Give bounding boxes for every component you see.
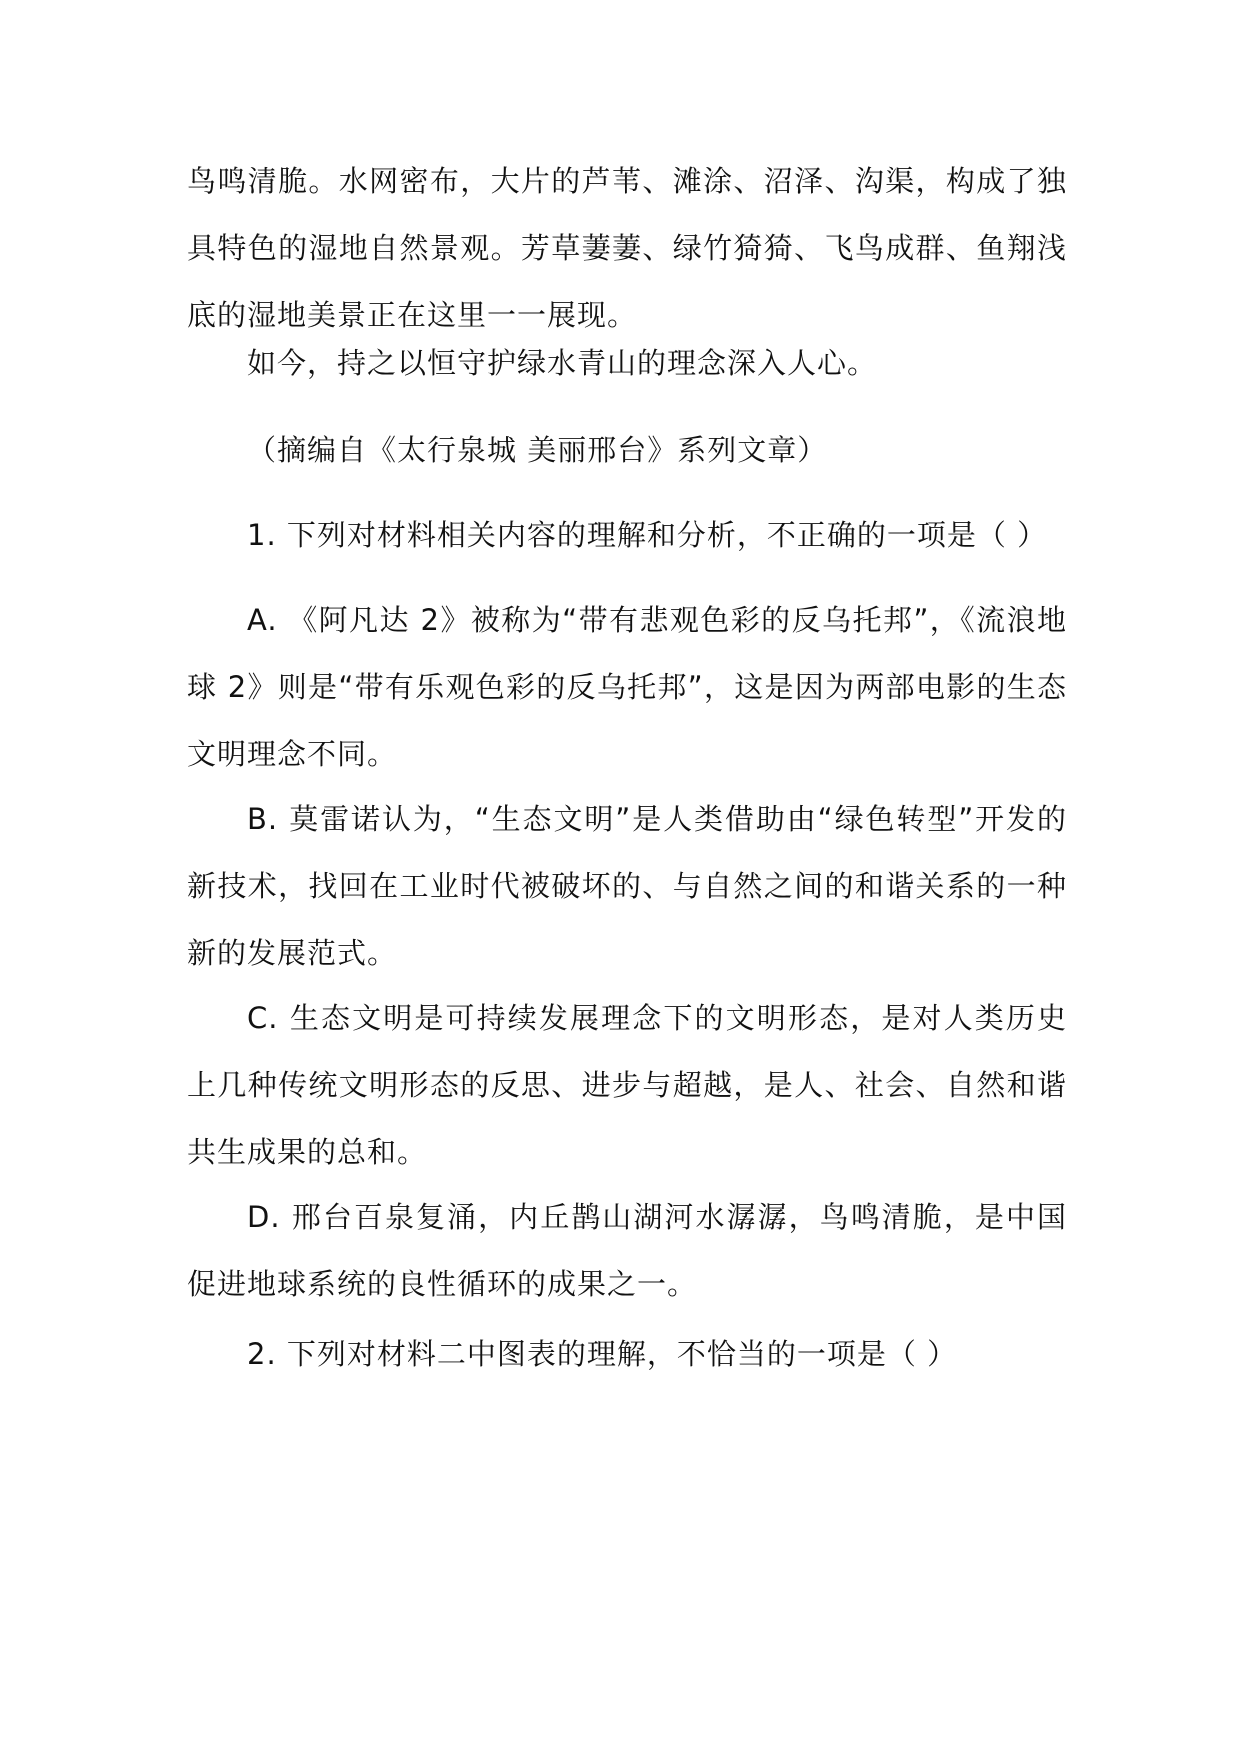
question-1-option-a: A. 《阿凡达 2》被称为“带有悲观色彩的反乌托邦”，《流浪地球 2》则是“带有乐观色彩的反乌托邦”，这是因为两部电影的生态文明理念不同。 <box>187 603 1067 771</box>
source-citation: （摘编自《太行泉城 美丽邢台》系列文章） <box>247 433 828 467</box>
question-2: 2. 下列对材料二中图表的理解，不恰当的一项是（ ） <box>247 1337 958 1371</box>
question-1-option-d: D. 邢台百泉复涌，内丘鹊山湖河水潺潺，鸟鸣清脆，是中国促进地球系统的良性循环的成果之一。 <box>187 1200 1067 1301</box>
question-1: 1. 下列对材料相关内容的理解和分析，不正确的一项是（ ） <box>247 518 1048 552</box>
paragraph-conclusion: 如今，持之以恒守护绿水青山的理念深入人心。 <box>247 346 878 380</box>
question-1-option-c: C. 生态文明是可持续发展理念下的文明形态，是对人类历史上几种传统文明形态的反思、进步与超越，是人、社会、自然和谐共生成果的总和。 <box>187 1001 1067 1169</box>
question-1-option-b: B. 莫雷诺认为，“生态文明”是人类借助由“绿色转型”开发的新技术，找回在工业时代被破坏的、与自然之间的和谐关系的一种新的发展范式。 <box>187 802 1067 970</box>
paragraph-wetland-description: 鸟鸣清脆。水网密布，大片的芦苇、滩涂、沼泽、沟渠，构成了独具特色的湿地自然景观。芳草萋萋、绿竹猗猗、飞鸟成群、鱼翔浅底的湿地美景正在这里一一展现。 <box>187 164 1067 332</box>
